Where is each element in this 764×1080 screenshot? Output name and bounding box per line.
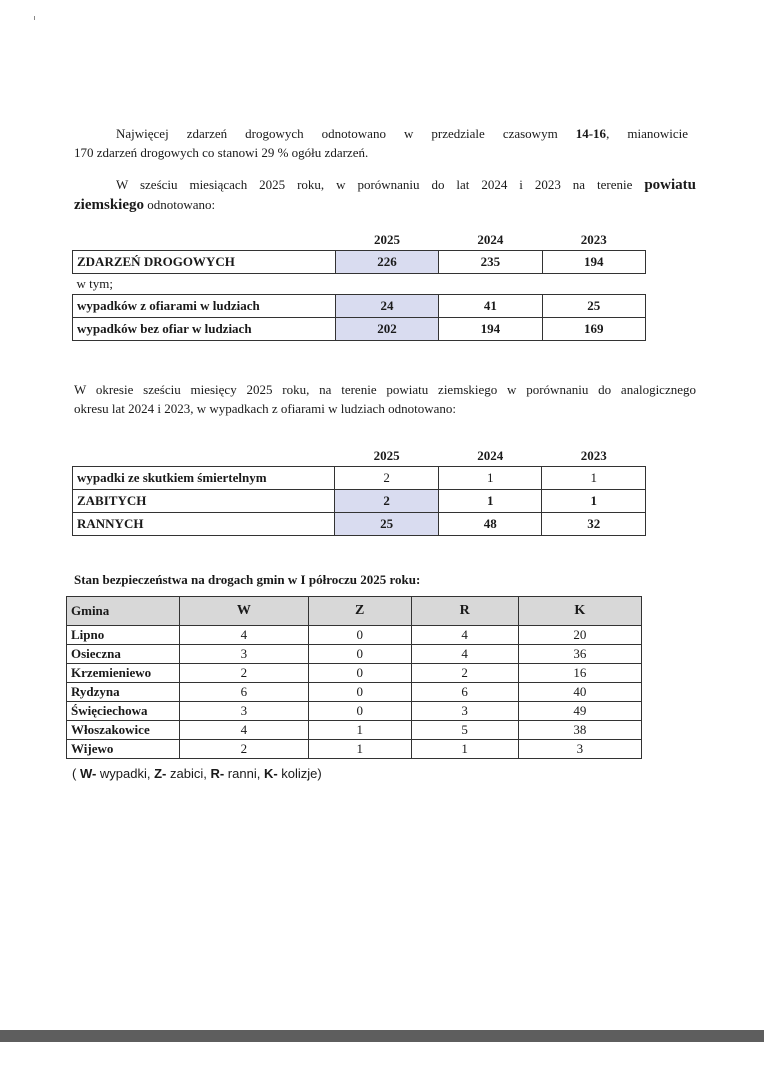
cell-r: 6 [411, 683, 518, 702]
value-2024: 235 [439, 251, 542, 274]
cell-w: 2 [180, 664, 309, 683]
row-label: ZABITYCH [73, 490, 335, 513]
cell-z: 0 [308, 702, 411, 721]
text-span: Najwięcej zdarzeń drogowych odnotowano w przedziale czasowym [116, 126, 576, 141]
gmina-name: Wijewo [67, 740, 180, 759]
table-row [73, 467, 646, 490]
table-header-row [73, 446, 646, 467]
cell-z: 1 [308, 740, 411, 759]
scan-bottom-bar [0, 1030, 764, 1042]
text-span: odnotowano: [143, 197, 216, 212]
cell-k: 3 [518, 740, 641, 759]
value-2024: 194 [439, 318, 542, 341]
table-header-row [67, 597, 642, 626]
empty-header-cell [73, 230, 336, 251]
row-label: ZDARZEŃ DROGOWYCH [73, 251, 336, 274]
legend-key: K- [263, 766, 278, 781]
paragraph-line: okresu lat 2024 i 2023, w wypadkach z ofiarami w ludziach odnotowano: [74, 401, 456, 416]
year-header: 2025 [373, 448, 400, 463]
value-2025: 25 [335, 513, 439, 536]
gminy-table-caption: Stan bezpieczeństwa na drogach gmin w I półroczu 2025 roku: [74, 572, 421, 587]
column-header-k: K [518, 597, 641, 626]
value-2023: 1 [542, 467, 646, 490]
gmina-name: Święciechowa [67, 702, 180, 721]
value-2025: 226 [335, 251, 438, 274]
row-label: RANNYCH [73, 513, 335, 536]
value-2024: 1 [438, 467, 542, 490]
gmina-name: Lipno [67, 626, 180, 645]
row-label: wypadków z ofiarami w ludziach [73, 295, 336, 318]
text-span: kolizje) [277, 766, 322, 781]
value-2025: 2 [335, 467, 439, 490]
cell-z: 0 [308, 626, 411, 645]
cell-z: 0 [308, 664, 411, 683]
table-row [73, 513, 646, 536]
cell-k: 40 [518, 683, 641, 702]
year-header: 2024 [477, 232, 504, 247]
scan-mark [34, 16, 35, 20]
row-label: wypadki ze skutkiem śmiertelnym [73, 467, 335, 490]
legend-key: R- [210, 766, 225, 781]
paragraph-peak-time [74, 124, 688, 162]
cell-w: 4 [180, 721, 309, 740]
table-row [67, 702, 642, 721]
table-row [73, 490, 646, 513]
cell-z: 0 [308, 683, 411, 702]
column-header-gmina: Gmina [67, 597, 180, 626]
gmina-name: Rydzyna [67, 683, 180, 702]
year-header: 2023 [580, 448, 607, 463]
year-header: 2023 [580, 232, 607, 247]
table-row [67, 645, 642, 664]
text-span: ( [72, 766, 80, 781]
cell-k: 38 [518, 721, 641, 740]
cell-k: 49 [518, 702, 641, 721]
bold-text: ziemskiego [74, 197, 144, 213]
value-2024: 1 [438, 490, 542, 513]
cell-r: 5 [411, 721, 518, 740]
table-row-wtym [73, 274, 646, 295]
table-row [67, 740, 642, 759]
value-2023: 32 [542, 513, 646, 536]
bold-text: powiatu [644, 177, 696, 193]
value-2023: 25 [542, 295, 645, 318]
column-header-r: R [411, 597, 518, 626]
casualties-table [72, 446, 646, 536]
paragraph-line [74, 175, 696, 195]
text-span: zabici, [166, 766, 211, 781]
paragraph-line [74, 124, 688, 143]
cell-w: 2 [180, 740, 309, 759]
cell-w: 3 [180, 702, 309, 721]
value-2025: 2 [335, 490, 439, 513]
value-2023: 169 [542, 318, 645, 341]
table-row [73, 295, 646, 318]
text-span: W sześciu miesiącach 2025 roku, w porównaniu do lat 2024 i 2023 na terenie [116, 177, 645, 192]
time-range-bold: 14-16 [575, 126, 607, 141]
gmina-name: Krzemieniewo [67, 664, 180, 683]
cell-z: 0 [308, 645, 411, 664]
paragraph-casualties-intro [74, 380, 696, 418]
cell-z: 1 [308, 721, 411, 740]
value-2025: 24 [335, 295, 438, 318]
cell-k: 20 [518, 626, 641, 645]
cell-r: 2 [411, 664, 518, 683]
accidents-summary-table [72, 230, 646, 341]
table-row [67, 683, 642, 702]
cell-k: 16 [518, 664, 641, 683]
gminy-safety-table [66, 596, 642, 759]
value-2023: 194 [542, 251, 645, 274]
cell-k: 36 [518, 645, 641, 664]
table-row [73, 318, 646, 341]
table-row [67, 721, 642, 740]
value-2024: 41 [439, 295, 542, 318]
text-span: ranni, [224, 766, 264, 781]
legend-key: Z- [154, 766, 167, 781]
value-2025: 202 [335, 318, 438, 341]
gmina-name: Włoszakowice [67, 721, 180, 740]
year-header: 2025 [374, 232, 401, 247]
cell-r: 1 [411, 740, 518, 759]
column-header-z: Z [308, 597, 411, 626]
cell-w: 4 [180, 626, 309, 645]
table-header-row [73, 230, 646, 251]
text-span: , mianowicie [606, 126, 688, 141]
year-header: 2024 [477, 448, 504, 463]
cell-r: 4 [411, 645, 518, 664]
value-2024: 48 [438, 513, 542, 536]
table-legend [72, 766, 322, 781]
gmina-name: Osieczna [67, 645, 180, 664]
cell-r: 4 [411, 626, 518, 645]
paragraph-line: W okresie sześciu miesięcy 2025 roku, na terenie powiatu ziemskiego w porównaniu do analogicznego [74, 382, 696, 397]
wtym-label: w tym; [76, 276, 113, 291]
column-header-w: W [180, 597, 309, 626]
text-span: wypadki, [96, 766, 155, 781]
cell-r: 3 [411, 702, 518, 721]
cell-w: 3 [180, 645, 309, 664]
cell-w: 6 [180, 683, 309, 702]
paragraph-comparison-intro [74, 175, 696, 215]
value-2023: 1 [542, 490, 646, 513]
table-row-total [73, 251, 646, 274]
paragraph-line: 170 zdarzeń drogowych co stanowi 29 % ogółu zdarzeń. [74, 145, 369, 160]
empty-header-cell [73, 446, 335, 467]
legend-key: W- [79, 766, 97, 781]
table-row [67, 664, 642, 683]
row-label: wypadków bez ofiar w ludziach [73, 318, 336, 341]
table-row [67, 626, 642, 645]
